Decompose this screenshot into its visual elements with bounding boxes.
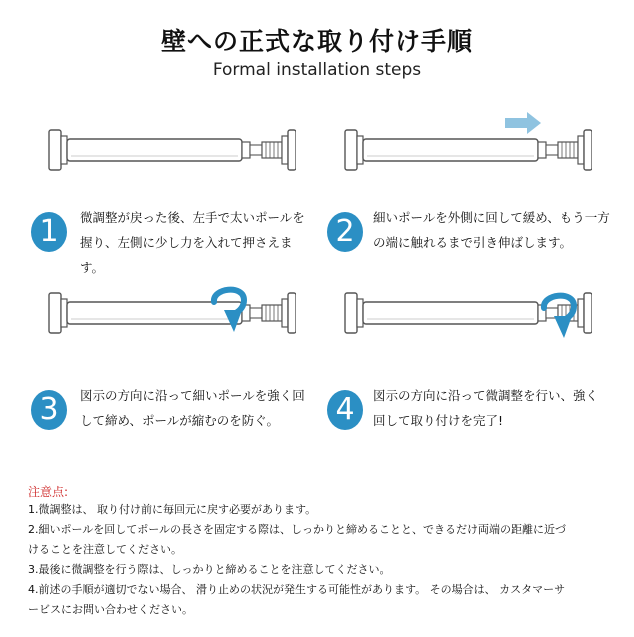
arrow-right-icon [503,111,543,139]
step-4-line-1: 図示の方向に沿って微調整を行い、強く [373,388,599,403]
step-4-text [373,383,613,433]
step-2-line-2: の端に触れるまで引き伸ばします。 [373,235,573,250]
page-title: 壁への正式な取り付け手順 [160,27,473,56]
page-subtitle: Formal installation steps [212,60,422,80]
step-3-badge: 3 [31,390,67,430]
step-1-line-1: 微調整が戻った後、左手で太いポールを [80,210,305,225]
note-line: ービスにお問い合わせください。 [28,603,193,616]
step-3-text [80,383,308,433]
step-4-badge: 4 [327,390,363,430]
note-line: 2.細いポールを回してポールの長さを固定する際は、しっかりと締めることと、できるだけ両端の距離に近づ [28,523,567,536]
step-1-line-2: 握り、左側に少し力を入れて押さえます。 [80,235,293,275]
step-1-text [80,205,308,280]
note-line: 3.最後に微調整を行う際は、しっかりと締めることを注意してください。 [28,563,391,576]
notes-title: 注意点: [28,485,69,499]
step-4-line-2: 回して取り付けを完了! [373,413,504,428]
rotate-arrow-icon [538,286,582,346]
step-3-illustration [46,285,296,343]
step-3-line-1: 図示の方向に沿って細いポールを強く回 [80,388,305,403]
step-2-illustration [342,122,592,180]
rotate-arrow-icon [208,280,252,340]
step-1-illustration [46,122,296,180]
step-3-line-2: して締め、ポールが縮むのを防ぐ。 [80,413,280,428]
step-2-line-1: 細いポールを外側に回して緩め、もう一方 [373,210,610,225]
step-1-badge: 1 [31,212,67,252]
note-line: 4.前述の手順が適切でない場合、 滑り止めの状況が発生する可能性があります。 その場合は、 カスタマーサ [28,583,566,596]
note-line: 1.微調整は、 取り付け前に毎回元に戻す必要があります。 [28,503,317,516]
note-line: けることを注意してください。 [28,543,182,556]
step-2-text [373,205,613,255]
step-2-badge: 2 [327,212,363,252]
